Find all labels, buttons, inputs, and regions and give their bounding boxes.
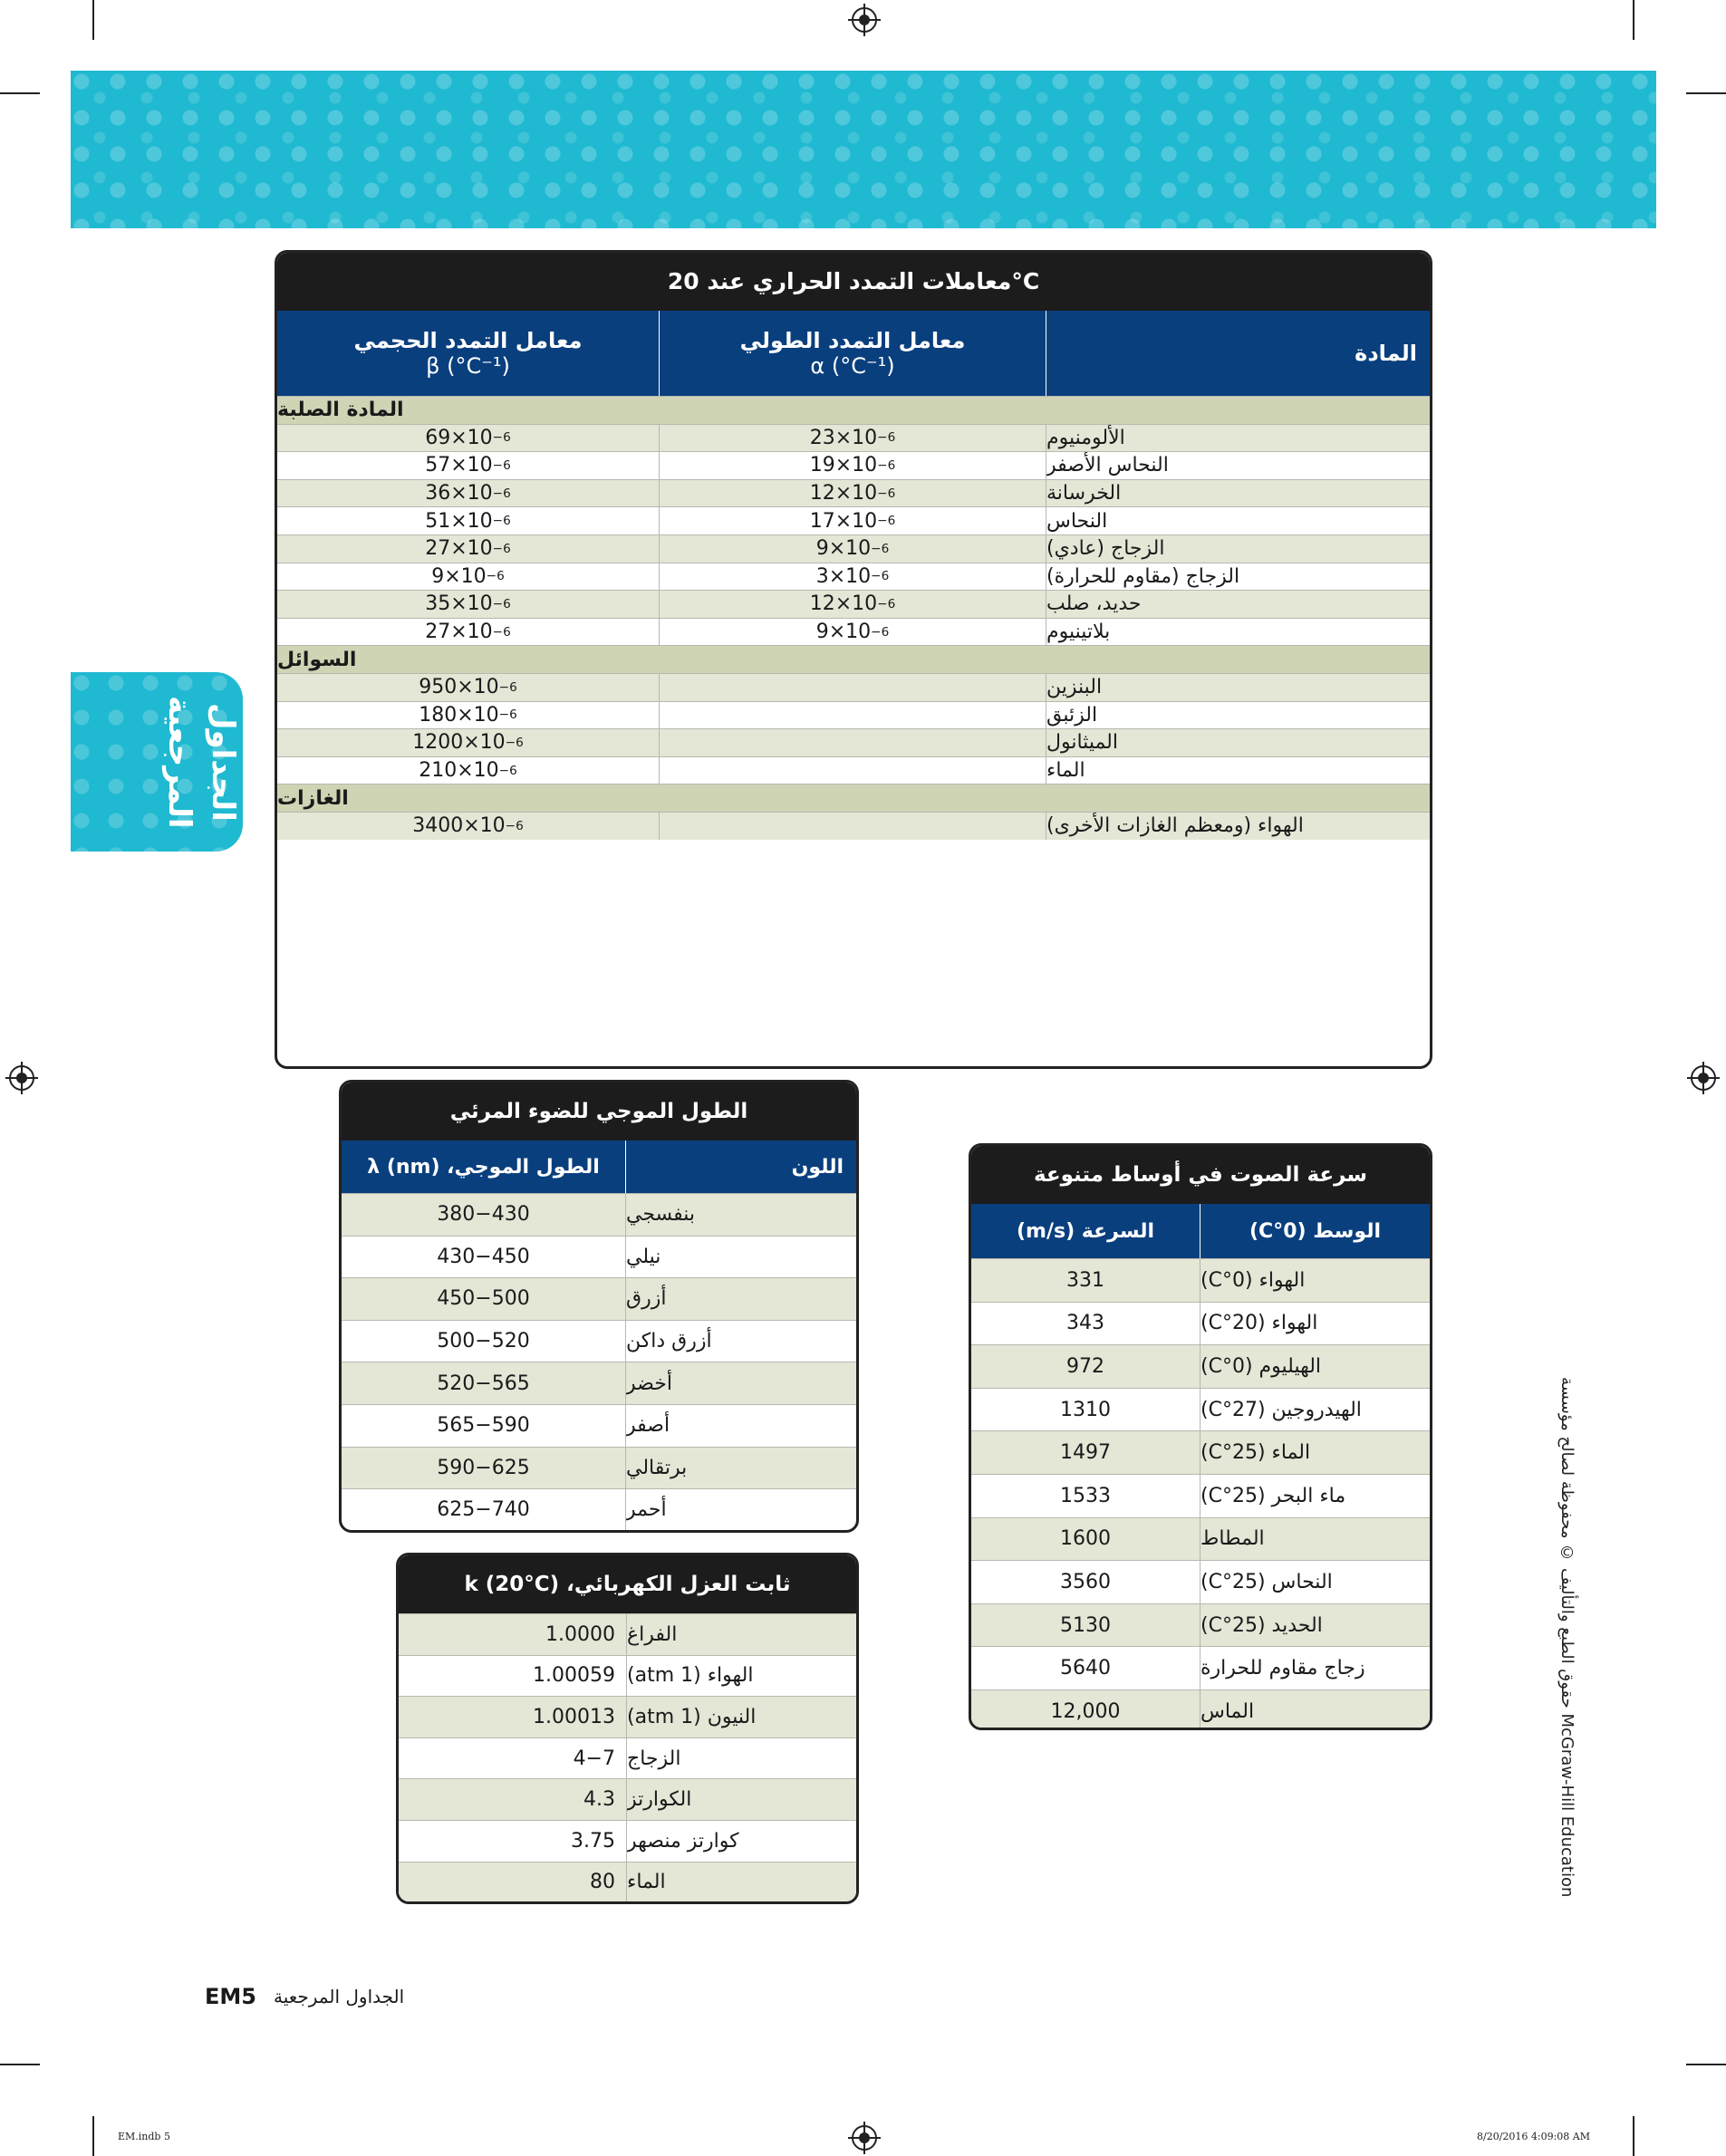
medium-name: ماء البحر (25°C)	[1200, 1475, 1430, 1517]
coefficient-value: 35	[425, 592, 451, 616]
coefficient-value: 17	[809, 509, 835, 533]
sound-speed-table	[969, 1143, 1432, 1730]
dielectric-value: 1.00013	[533, 1705, 615, 1728]
material-name: الميثانول	[1046, 729, 1430, 756]
linear-coefficient: 9 ×10 −6	[659, 535, 1046, 563]
table-row	[971, 1302, 1430, 1345]
table-row	[277, 812, 1430, 840]
sound-speed: 972	[1066, 1354, 1104, 1378]
volume-coefficient: 210 ×10 −6	[419, 759, 517, 783]
linear-coefficient: 12 ×10 −6	[659, 591, 1046, 618]
linear-coefficient	[659, 702, 1046, 729]
crop-mark	[0, 92, 40, 94]
color-name: أصفر	[625, 1405, 856, 1447]
times-ten: ×10	[834, 482, 878, 505]
volume-coefficient: 69 ×10 −6	[425, 426, 511, 449]
table-row	[342, 1488, 856, 1531]
coefficient-value: 210	[419, 759, 458, 783]
header-linear-unit: α (°C⁻¹)	[810, 353, 895, 379]
table-row	[342, 1236, 856, 1278]
table-title: ثابت العزل الكهربائي، k (20°C)	[399, 1555, 856, 1613]
linear-coefficient: 3 ×10 −6	[659, 563, 1046, 591]
coefficient-value: 12	[809, 482, 835, 505]
times-ten: ×10	[450, 509, 493, 533]
times-ten: ×10	[457, 676, 499, 699]
medium-name: النحاس (25°C)	[1200, 1561, 1430, 1603]
coefficient-value: 3	[815, 564, 829, 588]
wavelength-range: 380−430	[437, 1203, 530, 1227]
sound-speed: 5130	[1060, 1613, 1111, 1637]
material-name: النحاس	[1046, 507, 1430, 534]
medium-name: الماس	[1200, 1690, 1430, 1730]
header-material: المادة	[1046, 311, 1430, 396]
volume-coefficient: 950 ×10 −6	[419, 676, 517, 699]
table-row	[342, 1277, 856, 1320]
registration-mark-icon	[9, 1065, 34, 1091]
table-row	[971, 1517, 1430, 1561]
crop-mark	[92, 2116, 94, 2156]
section-label: الغازات	[277, 786, 349, 810]
medium-name: الحديد (25°C)	[1200, 1604, 1430, 1647]
times-ten: ×10	[463, 731, 506, 755]
coefficient-value: 12	[809, 592, 835, 616]
table-row	[277, 534, 1430, 563]
footer-title: الجداول المرجعية	[274, 1986, 405, 2007]
registration-mark-icon	[1691, 1065, 1716, 1091]
table-row	[342, 1193, 856, 1236]
coefficient-value: 19	[809, 454, 835, 477]
table-row	[277, 618, 1430, 646]
section-row	[277, 645, 1430, 673]
side-tab-label: الجداول المرجعية	[161, 695, 241, 829]
coefficient-value: 27	[425, 621, 451, 644]
table-row	[971, 1560, 1430, 1603]
material-name: البنزين	[1046, 674, 1430, 701]
volume-coefficient: 35 ×10 −6	[425, 592, 511, 616]
table-row	[277, 479, 1430, 507]
times-ten: ×10	[450, 482, 493, 505]
color-name: بنفسجي	[625, 1194, 856, 1236]
coefficient-value: 3400	[412, 814, 464, 838]
times-ten: ×10	[463, 814, 506, 838]
times-ten: ×10	[828, 537, 872, 561]
volume-coefficient: 27 ×10 −6	[425, 537, 511, 561]
sound-speed: 12,000	[1050, 1699, 1121, 1723]
table-body	[399, 1613, 856, 1902]
linear-coefficient	[659, 729, 1046, 756]
table-row	[971, 1344, 1430, 1388]
table-row	[399, 1862, 856, 1903]
table-row	[971, 1603, 1430, 1647]
coefficient-value: 9	[431, 564, 445, 588]
medium-name: الهواء (20°C)	[1200, 1303, 1430, 1345]
header-volume-unit: β (°C⁻¹)	[426, 353, 510, 379]
registration-mark-icon	[852, 2125, 877, 2151]
volume-coefficient: 1200 ×10 −6	[412, 731, 524, 755]
section-row	[277, 396, 1430, 424]
table-row	[277, 701, 1430, 729]
material-name: الماء	[1046, 757, 1430, 784]
linear-coefficient	[659, 757, 1046, 784]
times-ten: ×10	[444, 564, 487, 588]
table-row	[399, 1696, 856, 1737]
dielectric-value: 1.00059	[533, 1664, 615, 1688]
section-row	[277, 784, 1430, 812]
times-ten: ×10	[450, 621, 493, 644]
dielectric-material: الفراغ	[626, 1614, 856, 1655]
table-title: الطول الموجي للضوء المرئي	[342, 1083, 856, 1141]
linear-coefficient	[659, 674, 1046, 701]
table-title: سرعة الصوت في أوساط متنوعة	[971, 1146, 1430, 1204]
slug-file: EM.indb 5	[118, 2131, 170, 2142]
wavelength-range: 430−450	[437, 1245, 530, 1268]
volume-coefficient: 36 ×10 −6	[425, 482, 511, 505]
times-ten: ×10	[834, 592, 878, 616]
registration-mark-icon	[852, 7, 877, 33]
crop-mark	[1686, 92, 1726, 94]
table-row	[971, 1258, 1430, 1302]
coefficient-value: 9	[815, 621, 829, 644]
medium-name: الهواء (0°C)	[1200, 1259, 1430, 1302]
sound-speed: 343	[1066, 1312, 1104, 1335]
header-volume	[277, 311, 659, 396]
copyright-credit: حقوق الطبع والتأليف © محفوظة لصالح مؤسسة McGraw-Hill Education	[1557, 1377, 1577, 1898]
header-linear	[659, 311, 1046, 396]
medium-name: الهيليوم (0°C)	[1200, 1345, 1430, 1388]
table-row	[277, 756, 1430, 784]
medium-name: الهيدروجين (27°C)	[1200, 1389, 1430, 1431]
crop-mark	[92, 0, 94, 40]
table-row	[277, 451, 1430, 479]
table-row	[971, 1646, 1430, 1689]
color-name: برتقالي	[625, 1448, 856, 1489]
color-name: نيلي	[625, 1237, 856, 1278]
volume-coefficient: 9 ×10 −6	[431, 564, 505, 588]
times-ten: ×10	[450, 454, 493, 477]
crop-mark	[0, 2064, 40, 2065]
times-ten: ×10	[450, 426, 493, 449]
volume-coefficient: 27 ×10 −6	[425, 621, 511, 644]
header-color: اللون	[625, 1141, 856, 1193]
wavelength-range: 520−565	[437, 1372, 530, 1395]
wavelength-range: 590−625	[437, 1456, 530, 1479]
table-row	[277, 424, 1430, 452]
coefficient-value: 950	[419, 676, 458, 699]
table-body	[342, 1193, 856, 1531]
linear-coefficient: 9 ×10 −6	[659, 619, 1046, 646]
dielectric-value: 1.0000	[545, 1622, 615, 1646]
table-row	[399, 1655, 856, 1697]
times-ten: ×10	[457, 703, 499, 727]
coefficient-value: 51	[425, 509, 451, 533]
coefficient-value: 57	[425, 454, 451, 477]
material-name: بلاتينيوم	[1046, 619, 1430, 646]
times-ten: ×10	[834, 509, 878, 533]
table-body	[277, 396, 1430, 840]
table-row	[399, 1737, 856, 1779]
linear-coefficient: 12 ×10 −6	[659, 480, 1046, 507]
header-banner	[71, 71, 1656, 228]
medium-name: زجاج مقاوم للحرارة	[1200, 1647, 1430, 1689]
table-header	[342, 1141, 856, 1193]
table-row	[971, 1430, 1430, 1474]
material-name: الزئبق	[1046, 702, 1430, 729]
table-row	[277, 728, 1430, 756]
table-title: معاملات التمدد الحراري عند 20°C	[277, 253, 1430, 311]
dielectric-material: النيون (1 atm)	[626, 1697, 856, 1737]
table-row	[971, 1474, 1430, 1517]
coefficient-value: 36	[425, 482, 451, 505]
dielectric-value: 4.3	[583, 1788, 615, 1812]
material-name: النحاس الأصفر	[1046, 452, 1430, 479]
material-name: الزجاج (عادي)	[1046, 535, 1430, 563]
wavelength-table	[339, 1080, 859, 1533]
color-name: أحمر	[625, 1489, 856, 1531]
linear-coefficient: 17 ×10 −6	[659, 507, 1046, 534]
coefficient-value: 1200	[412, 731, 464, 755]
table-row	[277, 506, 1430, 534]
header-volume-label: معامل التمدد الحجمي	[353, 328, 583, 353]
dielectric-material: الهواء (1 atm)	[626, 1656, 856, 1697]
sound-speed: 1600	[1060, 1527, 1111, 1551]
wavelength-range: 450−500	[437, 1287, 530, 1311]
wavelength-range: 565−590	[437, 1414, 530, 1438]
linear-coefficient: 23 ×10 −6	[659, 425, 1046, 452]
material-name: الهواء (ومعظم الغازات الأخرى)	[1046, 813, 1430, 840]
wavelength-range: 500−520	[437, 1330, 530, 1353]
table-row	[342, 1447, 856, 1489]
material-name: الزجاج (مقاوم للحرارة)	[1046, 563, 1430, 591]
linear-coefficient	[659, 813, 1046, 840]
crop-mark	[1633, 0, 1634, 40]
coefficient-value: 23	[809, 426, 835, 449]
dielectric-value: 80	[590, 1871, 615, 1894]
dielectric-table	[396, 1553, 859, 1904]
header-wavelength: الطول الموجي، λ (nm)	[367, 1155, 600, 1179]
volume-coefficient: 57 ×10 −6	[425, 454, 511, 477]
material-name: حديد، صلب	[1046, 591, 1430, 618]
material-name: الألومنيوم	[1046, 425, 1430, 452]
sound-speed: 1310	[1060, 1398, 1111, 1421]
color-name: أزرق داكن	[625, 1321, 856, 1362]
section-label: السوائل	[277, 648, 357, 671]
times-ten: ×10	[834, 454, 878, 477]
table-header	[277, 311, 1430, 396]
sound-speed: 331	[1066, 1268, 1104, 1292]
table-row	[399, 1613, 856, 1655]
medium-name: المطاط	[1200, 1518, 1430, 1561]
table-row	[342, 1362, 856, 1404]
coefficient-value: 9	[815, 537, 829, 561]
sound-speed: 5640	[1060, 1657, 1111, 1680]
times-ten: ×10	[457, 759, 499, 783]
coefficient-value: 180	[419, 703, 458, 727]
times-ten: ×10	[450, 592, 493, 616]
volume-coefficient: 3400 ×10 −6	[412, 814, 524, 838]
color-name: أزرق	[625, 1278, 856, 1320]
wavelength-range: 625−740	[437, 1498, 530, 1522]
table-row	[277, 590, 1430, 618]
table-header	[971, 1204, 1430, 1258]
table-body	[971, 1258, 1430, 1730]
table-row	[399, 1820, 856, 1862]
medium-name: الماء (25°C)	[1200, 1431, 1430, 1474]
table-row	[277, 563, 1430, 591]
volume-coefficient: 180 ×10 −6	[419, 703, 517, 727]
dielectric-material: الزجاج	[626, 1738, 856, 1779]
slug-timestamp: 8/20/2016 4:09:08 AM	[1477, 2131, 1591, 2142]
times-ten: ×10	[828, 564, 872, 588]
material-name: الخرسانة	[1046, 480, 1430, 507]
sound-speed: 1533	[1060, 1484, 1111, 1507]
table-row	[399, 1778, 856, 1820]
coefficient-value: 27	[425, 537, 451, 561]
page-number: EM5	[205, 1984, 256, 2009]
dielectric-value: 3.75	[571, 1829, 615, 1853]
section-label: المادة الصلبة	[277, 399, 404, 422]
thermal-expansion-table	[275, 250, 1432, 1069]
header-speed: السرعة (m/s)	[1016, 1219, 1155, 1243]
times-ten: ×10	[450, 537, 493, 561]
times-ten: ×10	[834, 426, 878, 449]
coefficient-value: 69	[425, 426, 451, 449]
header-medium: الوسط (0°C)	[1200, 1204, 1430, 1258]
table-row	[971, 1689, 1430, 1730]
header-linear-label: معامل التمدد الطولي	[739, 328, 966, 353]
linear-coefficient: 19 ×10 −6	[659, 452, 1046, 479]
dielectric-material: الكوارتز	[626, 1779, 856, 1820]
side-tab	[71, 672, 243, 852]
crop-mark	[1686, 2064, 1726, 2065]
sound-speed: 1497	[1060, 1441, 1111, 1465]
table-row	[277, 673, 1430, 701]
color-name: أخضر	[625, 1362, 856, 1404]
volume-coefficient: 51 ×10 −6	[425, 509, 511, 533]
sound-speed: 3560	[1060, 1570, 1111, 1593]
table-row	[342, 1320, 856, 1362]
times-ten: ×10	[828, 621, 872, 644]
dielectric-material: الماء	[626, 1862, 856, 1903]
table-row	[971, 1388, 1430, 1431]
table-row	[342, 1404, 856, 1447]
dielectric-value: 4−7	[573, 1747, 615, 1770]
dielectric-material: كوارتز منصهر	[626, 1821, 856, 1862]
crop-mark	[1633, 2116, 1634, 2156]
